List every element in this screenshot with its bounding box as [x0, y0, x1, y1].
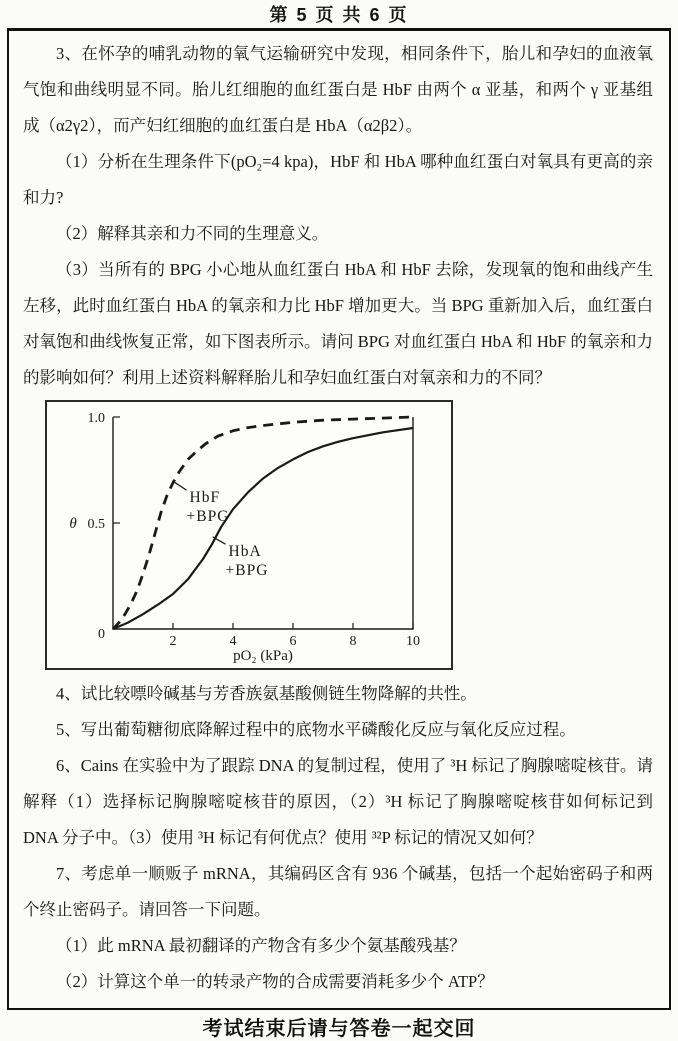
annotation-leader [174, 482, 187, 490]
question-7-intro: 7、考虑单一顺贩子 mRNA，其编码区含有 936 个碱基，包括一个起始密码子和两个终止密码子。请回答一下问题。 [23, 864, 653, 919]
curve-hbf-bpg [113, 417, 413, 629]
annotation-label: HbA [228, 542, 262, 560]
exam-content-box [7, 28, 671, 1010]
annotation-label: HbF [189, 488, 221, 506]
question-4: 4、试比较嘌呤碱基与芳香族氨基酸侧链生物降解的共性。 [56, 684, 477, 703]
curve-hba-bpg [113, 428, 413, 629]
x-tick-label: 6 [289, 634, 297, 649]
question-3-sub2: （2）解释其亲和力不同的生理意义。 [56, 224, 329, 243]
saturation-curves-svg [47, 402, 451, 668]
origin-label: 0 [98, 627, 105, 642]
x-axis-title: pO₂ (kPa) [233, 648, 293, 664]
annotation-label: +BPG [225, 561, 269, 579]
oxygen-saturation-chart [45, 400, 453, 670]
question-7-sub2: （2）计算这个单一的转录产物的合成需要消耗多少个 ATP？ [56, 972, 494, 991]
question-7-sub1: （1）此 mRNA 最初翻译的产物含有多少个氨基酸残基？ [56, 936, 466, 955]
question-3-intro: 3、在怀孕的哺乳动物的氧气运输研究中发现，相同条件下，胎儿和孕妇的血液氧气饱和曲线明显不同。胎儿红细胞的血红蛋白是 HbF 由两个 α 亚基，和两个 γ 亚基组成（α2γ2），而产妇红细胞的血红蛋白是 HbA（α2β2）。 [23, 44, 653, 135]
x-tick-label: 2 [169, 634, 177, 649]
x-tick-label: 4 [229, 634, 237, 649]
question-3-sub1: （1）分析在生理条件下(pO₂=4 kpa)，HbF 和 HbA 哪种血红蛋白对氧具有更高的亲和力? [23, 152, 653, 207]
y-axis-title: θ [69, 516, 77, 532]
y-tick-label: 1.0 [87, 411, 105, 426]
page-number: 第 5 页 共 6 页 [269, 5, 409, 25]
x-tick-label: 10 [406, 634, 420, 649]
y-tick-label: 0.5 [87, 517, 105, 532]
question-5: 5、写出葡萄糖彻底降解过程中的底物水平磷酸化反应与氧化反应过程。 [56, 720, 576, 739]
annotation-label: +BPG [186, 507, 230, 525]
return-with-answer-sheet-note: 考试结束后请与答卷一起交回 [202, 1018, 476, 1040]
axes [113, 417, 413, 629]
x-tick-label: 8 [349, 634, 357, 649]
question-3-sub3: （3）当所有的 BPG 小心地从血红蛋白 HbA 和 HbF 去除，发现氧的饱和曲线产生左移，此时血红蛋白 HbA 的氧亲和力比 HbF 增加更大。当 BPG 重新加入后，血红蛋白对氧饱和曲线恢复正常，如下图表所示。请问 BPG 对血红蛋白 HbA 和 HbF 的氧亲和力的影响如何？利用上述资料解释胎儿和孕妇血红蛋白对氧亲和力的不同？ [23, 260, 653, 387]
question-6: 6、Cains 在实验中为了跟踪 DNA 的复制过程，使用了 ³H 标记了胸腺嘧啶核苷。请解释（1）选择标记胸腺嘧啶核苷的原因，（2）³H 标记了胸腺嘧啶核苷如何标记到 DNA 分子中。（3）使用 ³H 标记有何优点？使用 ³²P 标记的情况又如何？ [23, 756, 653, 847]
